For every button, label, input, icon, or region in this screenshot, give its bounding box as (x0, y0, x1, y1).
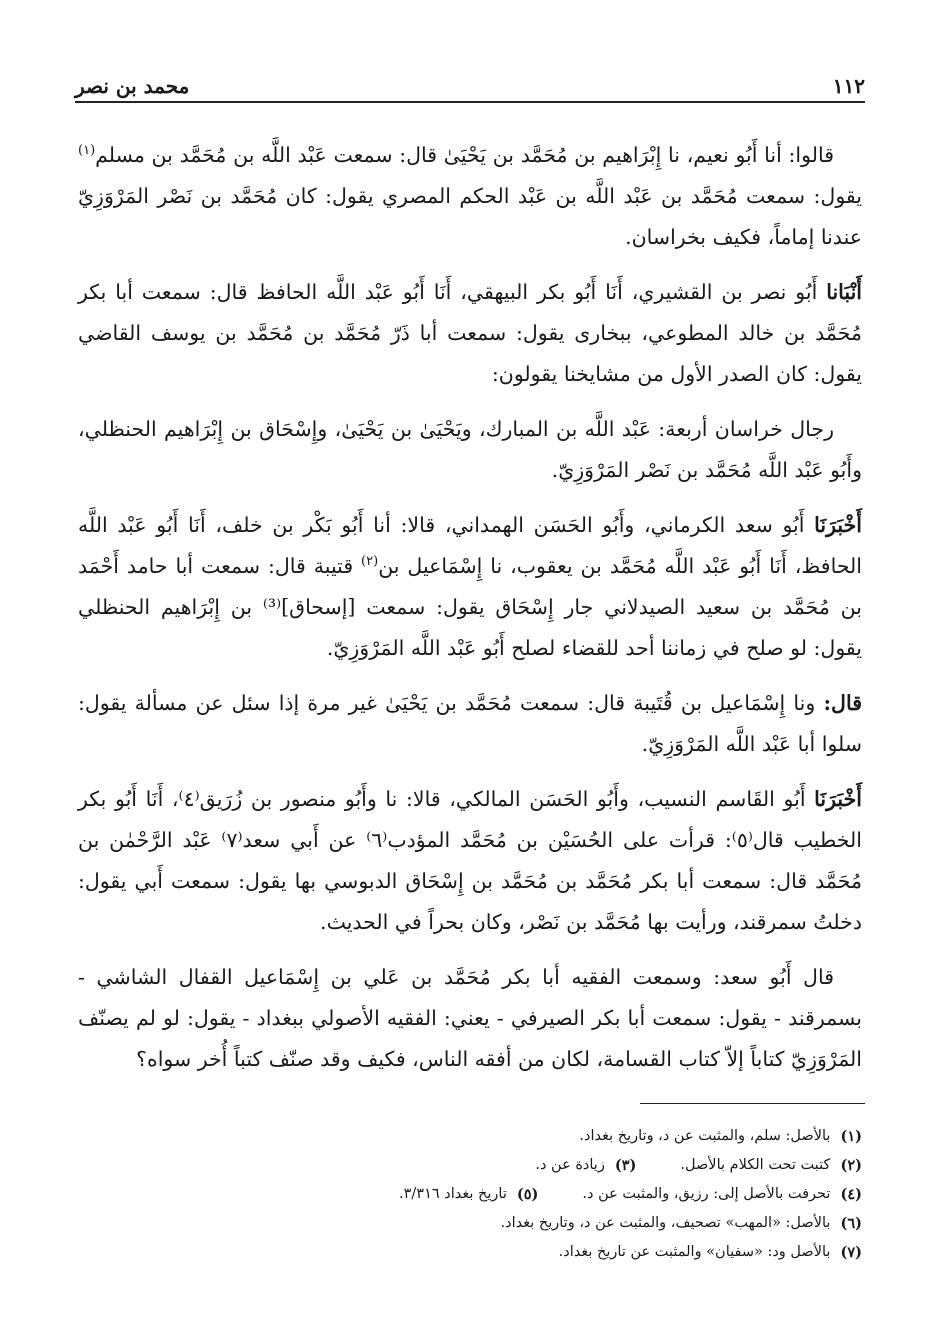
paragraph-text: أَبُو سعد الكرماني، وأَبُو الحَسَن الهمداني، قالا: أنا أَبُو بَكْر بن خلف، أَنَا أَبُو عَبْد اللَّه الحافظ، أَنَا أَبُو عَبْد اللَّه مُحَمَّد بن يعقوب، نا إِسْمَاعيل بن (78, 513, 862, 578)
footnote-7 (559, 1238, 862, 1267)
footnote-divider (640, 1103, 865, 1104)
paragraph-text: ونا إِسْمَاعيل بن قُتَيبة قال: سمعت مُحَمَّد بن يَحْيَىٰ غير مرة إذا سئل عن مسألة يقول: سلوا أبا عَبْد اللَّه المَرْوَزِيّ. (78, 691, 862, 756)
paragraph-7 (78, 957, 862, 1080)
footnote-4 (582, 1180, 862, 1209)
footnote-text: بالأصل: سلم، والمثبت عن د، وتاريخ بغداد. (579, 1128, 831, 1144)
paragraph-lead: أَخْبَرَنَا (814, 513, 862, 537)
footnote-number: (٢) (840, 1157, 862, 1174)
running-title: محمد بن نصر (75, 74, 190, 98)
footnote-text: كتبت تحت الكلام بالأصل. (680, 1157, 831, 1173)
paragraph-text: رجال خراسان أربعة: عَبْد اللَّه بن المبارك، ويَحْيَىٰ بن يَحْيَىٰ، وإِسْحَاق بن إِبْرَاهيم الحنظلي، وأَبُو عَبْد اللَّه مُحَمَّد بن نَصْر المَرْوَزِيّ. (78, 417, 862, 482)
page-number: ١١٢ (832, 74, 865, 98)
footnotes (180, 1122, 862, 1267)
paragraph-text: قال أَبُو سعد: وسمعت الفقيه أبا بكر مُحَمَّد بن عَلي بن إِسْمَاعيل القفال الشاشي - بسمرقند - يقول: سمعت أبا بكر الصيرفي - يعني: الفقيه الأصولي ببغداد - يقول: لو لم يصنّف المَرْوَزِيّ كتاباً إلاّ كتاب القسامة، لكان من أفقه الناس، فكيف وقد صنّف كتباً أُخر سواه؟ (78, 965, 862, 1071)
paragraph-1 (78, 135, 862, 258)
footnote-5 (399, 1180, 538, 1209)
footnote-6 (501, 1209, 862, 1238)
paragraph-text: أَبُو القَاسم النسيب، وأَبُو الحَسَن المالكي، قالا: نا وأَبُو منصور بن زُرَيق⁽٤⁾، أَنَا أَبُو بكر الخطيب قال⁽٥⁾: قرأت على الحُسَيْن بن مُحَمَّد المؤدب⁽٦⁾ عن أَبي سعد⁽٧⁾ عَبْد الرَّحْمٰن بن مُحَمَّد قال: سمعت أبا بكر مُحَمَّد بن مُحَمَّد بن إِسْحَاق الدبوسي بها يقول: سمعت أَبي يقول: دخلتُ سمرقند، ورأيت بها مُحَمَّد بن نَصْر، وكان بحراً في الحديث. (78, 787, 862, 934)
footnote-text: بالأصل: «المهب» تصحيف، والمثبت عن د، وتاريخ بغداد. (500, 1215, 831, 1231)
footnote-number: (٧) (840, 1244, 862, 1261)
paragraph-lead: قال: (823, 691, 862, 715)
footnote-text: تحرفت بالأصل إلى: رزيق، والمثبت عن د. (582, 1186, 831, 1202)
footnote-text: بالأصل ود: «سفيان» والمثبت عن تاريخ بغداد. (558, 1244, 831, 1260)
footnote-number: (٣) (614, 1157, 637, 1174)
page-header (75, 58, 865, 98)
footnote-number: (٤) (840, 1186, 862, 1203)
paragraph-3 (78, 409, 862, 491)
paragraph-6 (78, 779, 862, 943)
footnote-3 (535, 1151, 636, 1180)
paragraph-2 (78, 272, 862, 395)
paragraph-text-cont: قتيبة قال: سمعت أبا حامد أَحْمَد بن مُحَمَّد بن سعيد الصيدلاني جار إِسْحَاق يقول: سمعت [إسحاق]⁽³⁾ بن إِبْرَاهيم الحنظلي يقول: لو صلح في زماننا أحد للقضاء لصلح أَبُو عَبْد اللَّه المَرْوَزِيّ. (78, 554, 862, 660)
main-text (78, 135, 862, 1094)
paragraph-text-cont: يقول: سمعت مُحَمَّد بن عَبْد اللَّه بن عَبْد الحكم المصري يقول: كان مُحَمَّد بن نَصْر المَرْوَزِيّ عندنا إماماً، فكيف بخراسان. (78, 184, 862, 249)
paragraph-text: قالوا: أنا أَبُو نعيم، نا إِبْرَاهيم بن مُحَمَّد بن يَحْيَىٰ قال: سمعت عَبْد اللَّه بن مُحَمَّد بن مسلم (95, 143, 834, 167)
paragraph-lead: أَنْبَانا (826, 280, 862, 304)
footnote-number: (٥) (516, 1186, 539, 1203)
footnote-row (180, 1122, 862, 1151)
header-divider (75, 101, 865, 103)
footnote-1 (579, 1122, 862, 1151)
footnote-2 (680, 1151, 862, 1180)
paragraph-lead: أَخْبَرَنَا (814, 787, 862, 811)
footnote-text: تاريخ بغداد ٣/٣١٦. (399, 1186, 507, 1202)
paragraph-text: أَبُو نصر بن القشيري، أَنَا أَبُو بكر البيهقي، أَنَا أَبُو عَبْد اللَّه الحافظ قال: سمعت أبا بكر مُحَمَّد بن خالد المطوعي، ببخارى يقول: سمعت أبا ذَرّ مُحَمَّد بن مُحَمَّد بن يوسف القاضي يقول: كان الصدر الأول من مشايخنا يقولون: (78, 280, 862, 386)
footnote-row (180, 1209, 862, 1238)
footnote-number: (١) (840, 1128, 862, 1145)
footnote-row (180, 1180, 862, 1209)
footnote-ref-1: (١) (78, 143, 96, 159)
footnote-row (180, 1238, 862, 1267)
footnote-text: زيادة عن د. (535, 1157, 605, 1173)
footnote-ref-2: (٢) (361, 554, 379, 570)
paragraph-4 (78, 505, 862, 669)
footnote-row (180, 1151, 862, 1180)
paragraph-5 (78, 683, 862, 765)
footnote-number: (٦) (840, 1215, 862, 1232)
